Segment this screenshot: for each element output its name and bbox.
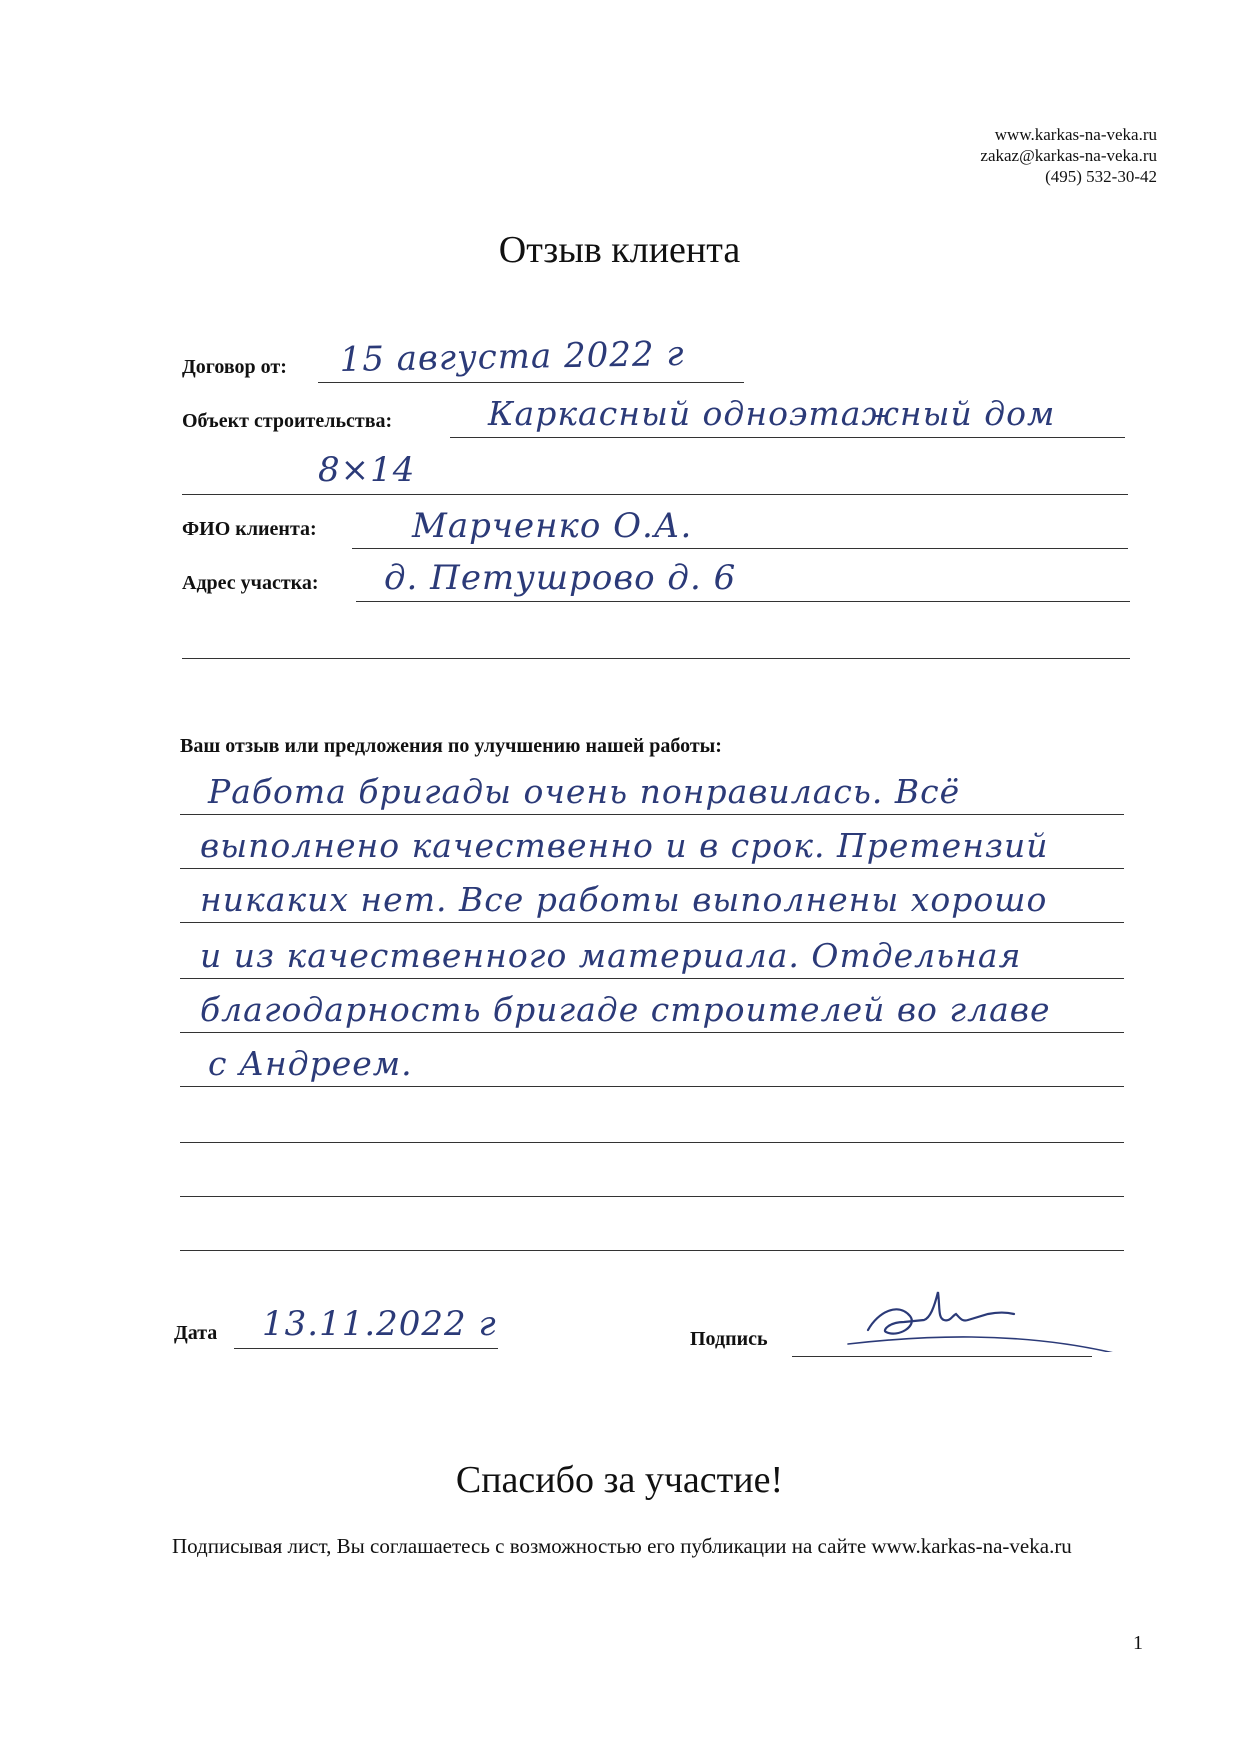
feedback-line: [180, 1032, 1124, 1033]
client-value: Марченко О.А.: [412, 506, 693, 546]
feedback-line: [180, 978, 1124, 979]
feedback-text-line: с Андреем.: [208, 1044, 413, 1083]
date-label: Дата: [174, 1322, 218, 1344]
website-link[interactable]: www.karkas-na-veka.ru: [994, 125, 1157, 144]
feedback-text-line: благодарность бригаде строителей во главе: [200, 990, 1051, 1029]
feedback-line: [180, 814, 1124, 815]
address-line: [356, 601, 1130, 602]
consent-note: Подписывая лист, Вы соглашаетесь с возможностью его публикации на сайте www.karkas-na-veka.ru: [172, 1534, 1072, 1558]
feedback-text-line: никаких нет. Все работы выполнены хорошо: [200, 880, 1048, 919]
date-value: 13.11.2022 г: [262, 1304, 497, 1344]
address-label: Адрес участка:: [182, 572, 319, 594]
email-link[interactable]: zakaz@karkas-na-veka.ru: [980, 146, 1157, 165]
object-value-line2: 8×14: [318, 450, 416, 490]
feedback-line: [180, 868, 1124, 869]
feedback-line: [180, 922, 1124, 923]
thanks-heading: Спасибо за участие!: [455, 1459, 784, 1501]
signature-mark: [838, 1272, 1128, 1352]
feedback-text-line: Работа бригады очень понравилась. Всё: [208, 772, 961, 811]
page-title: Отзыв клиента: [498, 229, 741, 271]
contract-line: [318, 382, 744, 383]
contacts-block: [980, 124, 1157, 187]
feedback-line: [180, 1196, 1124, 1197]
date-line: [234, 1348, 498, 1349]
signature-line: [792, 1356, 1092, 1357]
feedback-line: [180, 1086, 1124, 1087]
feedback-text-line: выполнено качественно и в срок. Претензий: [200, 826, 1049, 865]
client-label: ФИО клиента:: [182, 518, 317, 540]
object-line: [450, 437, 1125, 438]
contract-value: 15 августа 2022 г: [339, 333, 685, 380]
object-label: Объект строительства:: [182, 410, 393, 432]
feedback-text-line: и из качественного материала. Отдельная: [200, 936, 1022, 975]
page-number: 1: [1133, 1632, 1143, 1654]
contract-label: Договор от:: [182, 356, 287, 378]
object-value: Каркасный одноэтажный дом: [488, 394, 1056, 433]
address-line-2: [182, 658, 1130, 659]
client-line: [352, 548, 1128, 549]
object-line-2: [182, 494, 1128, 495]
signature-label: Подпись: [690, 1328, 768, 1350]
feedback-line: [180, 1250, 1124, 1251]
feedback-line: [180, 1142, 1124, 1143]
address-value: д. Петушрово д. 6: [384, 558, 737, 598]
phone-number: (495) 532-30-42: [1045, 167, 1157, 186]
feedback-label: Ваш отзыв или предложения по улучшению нашей работы:: [180, 735, 722, 757]
